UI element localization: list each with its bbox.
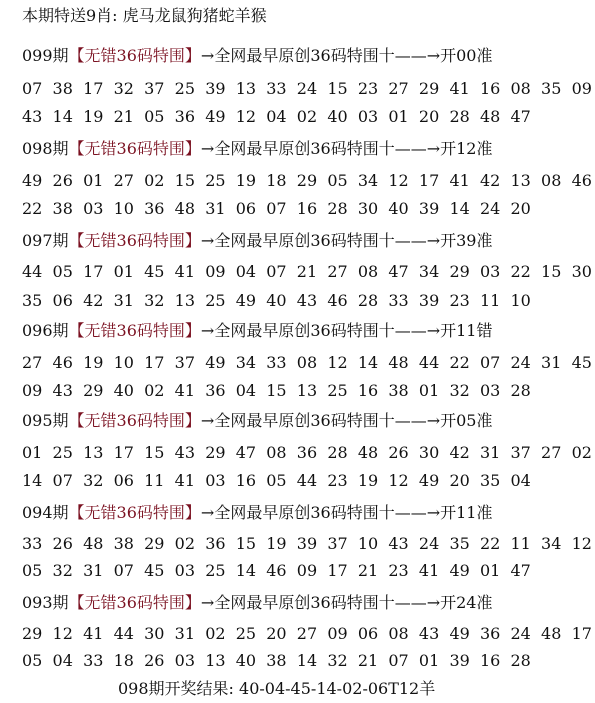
numbers-row: 05 04 33 18 26 03 13 40 38 14 32 21 07 01 39 16 28 [22,651,531,670]
tag-label: 【无错36码特围】 [68,593,201,612]
draw-result: 098期开奖结果: 40-04-45-14-02-06T12羊 [118,679,436,698]
period-label: 098期 [22,139,69,158]
numbers-row: 14 07 32 06 11 41 03 16 05 44 23 19 12 49 20 35 04 [22,471,531,490]
period-label: 097期 [22,231,69,250]
numbers-row: 09 43 29 40 02 41 36 04 15 13 25 16 38 01 32 03 28 [22,381,531,400]
numbers-row: 44 05 17 01 45 41 09 04 07 21 27 08 47 34 29 03 22 15 30 [22,262,592,281]
issue-header [22,46,492,66]
numbers-row: 01 25 13 17 15 43 29 47 08 36 28 48 26 30 42 31 37 27 02 [22,443,592,462]
period-label: 096期 [22,321,69,340]
period-label: 099期 [22,46,69,65]
numbers-row: 35 06 42 31 32 13 25 49 40 43 46 28 33 39 23 11 10 [22,291,531,310]
numbers-row: 27 46 19 10 17 37 49 34 33 08 12 14 48 44 22 07 24 31 45 [22,353,592,372]
period-label: 095期 [22,411,69,430]
numbers-row: 07 38 17 32 37 25 39 13 33 24 15 23 27 29 41 16 08 35 09 [22,79,592,98]
header-tail: →全网最早原创36码特围十——→开00准 [200,46,493,65]
period-label: 093期 [22,593,69,612]
issue-header [22,321,492,341]
header-tail: →全网最早原创36码特围十——→开24准 [200,593,493,612]
numbers-row: 33 26 48 38 29 02 36 15 19 39 37 10 43 24 35 22 11 34 12 [22,534,592,553]
tag-label: 【无错36码特围】 [68,321,201,340]
header-tail: →全网最早原创36码特围十——→开11错 [200,321,493,340]
header-tail: →全网最早原创36码特围十——→开12准 [200,139,493,158]
numbers-row: 22 38 03 10 36 48 31 06 07 16 28 30 40 39 14 24 20 [22,199,531,218]
period-label: 094期 [22,503,69,522]
tag-label: 【无错36码特围】 [68,231,201,250]
numbers-row: 49 26 01 27 02 15 25 19 18 29 05 34 12 17 41 42 13 08 46 [22,171,592,190]
tag-label: 【无错36码特围】 [68,503,201,522]
issue-header [22,503,492,523]
tag-label: 【无错36码特围】 [68,411,201,430]
tag-label: 【无错36码特围】 [68,139,201,158]
issue-header [22,231,492,251]
header-tail: →全网最早原创36码特围十——→开39准 [200,231,493,250]
intro-text: 本期特送9肖: 虎马龙鼠狗猪蛇羊猴 [22,6,267,25]
numbers-row: 05 32 31 07 45 03 25 14 46 09 17 21 23 41 49 01 47 [22,561,531,580]
numbers-row: 43 14 19 21 05 36 49 12 04 02 40 03 01 20 28 48 47 [22,107,531,126]
issue-header [22,139,492,159]
issue-header [22,593,492,613]
header-tail: →全网最早原创36码特围十——→开05准 [200,411,493,430]
header-tail: →全网最早原创36码特围十——→开11准 [200,503,493,522]
numbers-row: 29 12 41 44 30 31 02 25 20 27 09 06 08 43 49 36 24 48 17 [22,624,592,643]
tag-label: 【无错36码特围】 [68,46,201,65]
issue-header [22,411,492,431]
